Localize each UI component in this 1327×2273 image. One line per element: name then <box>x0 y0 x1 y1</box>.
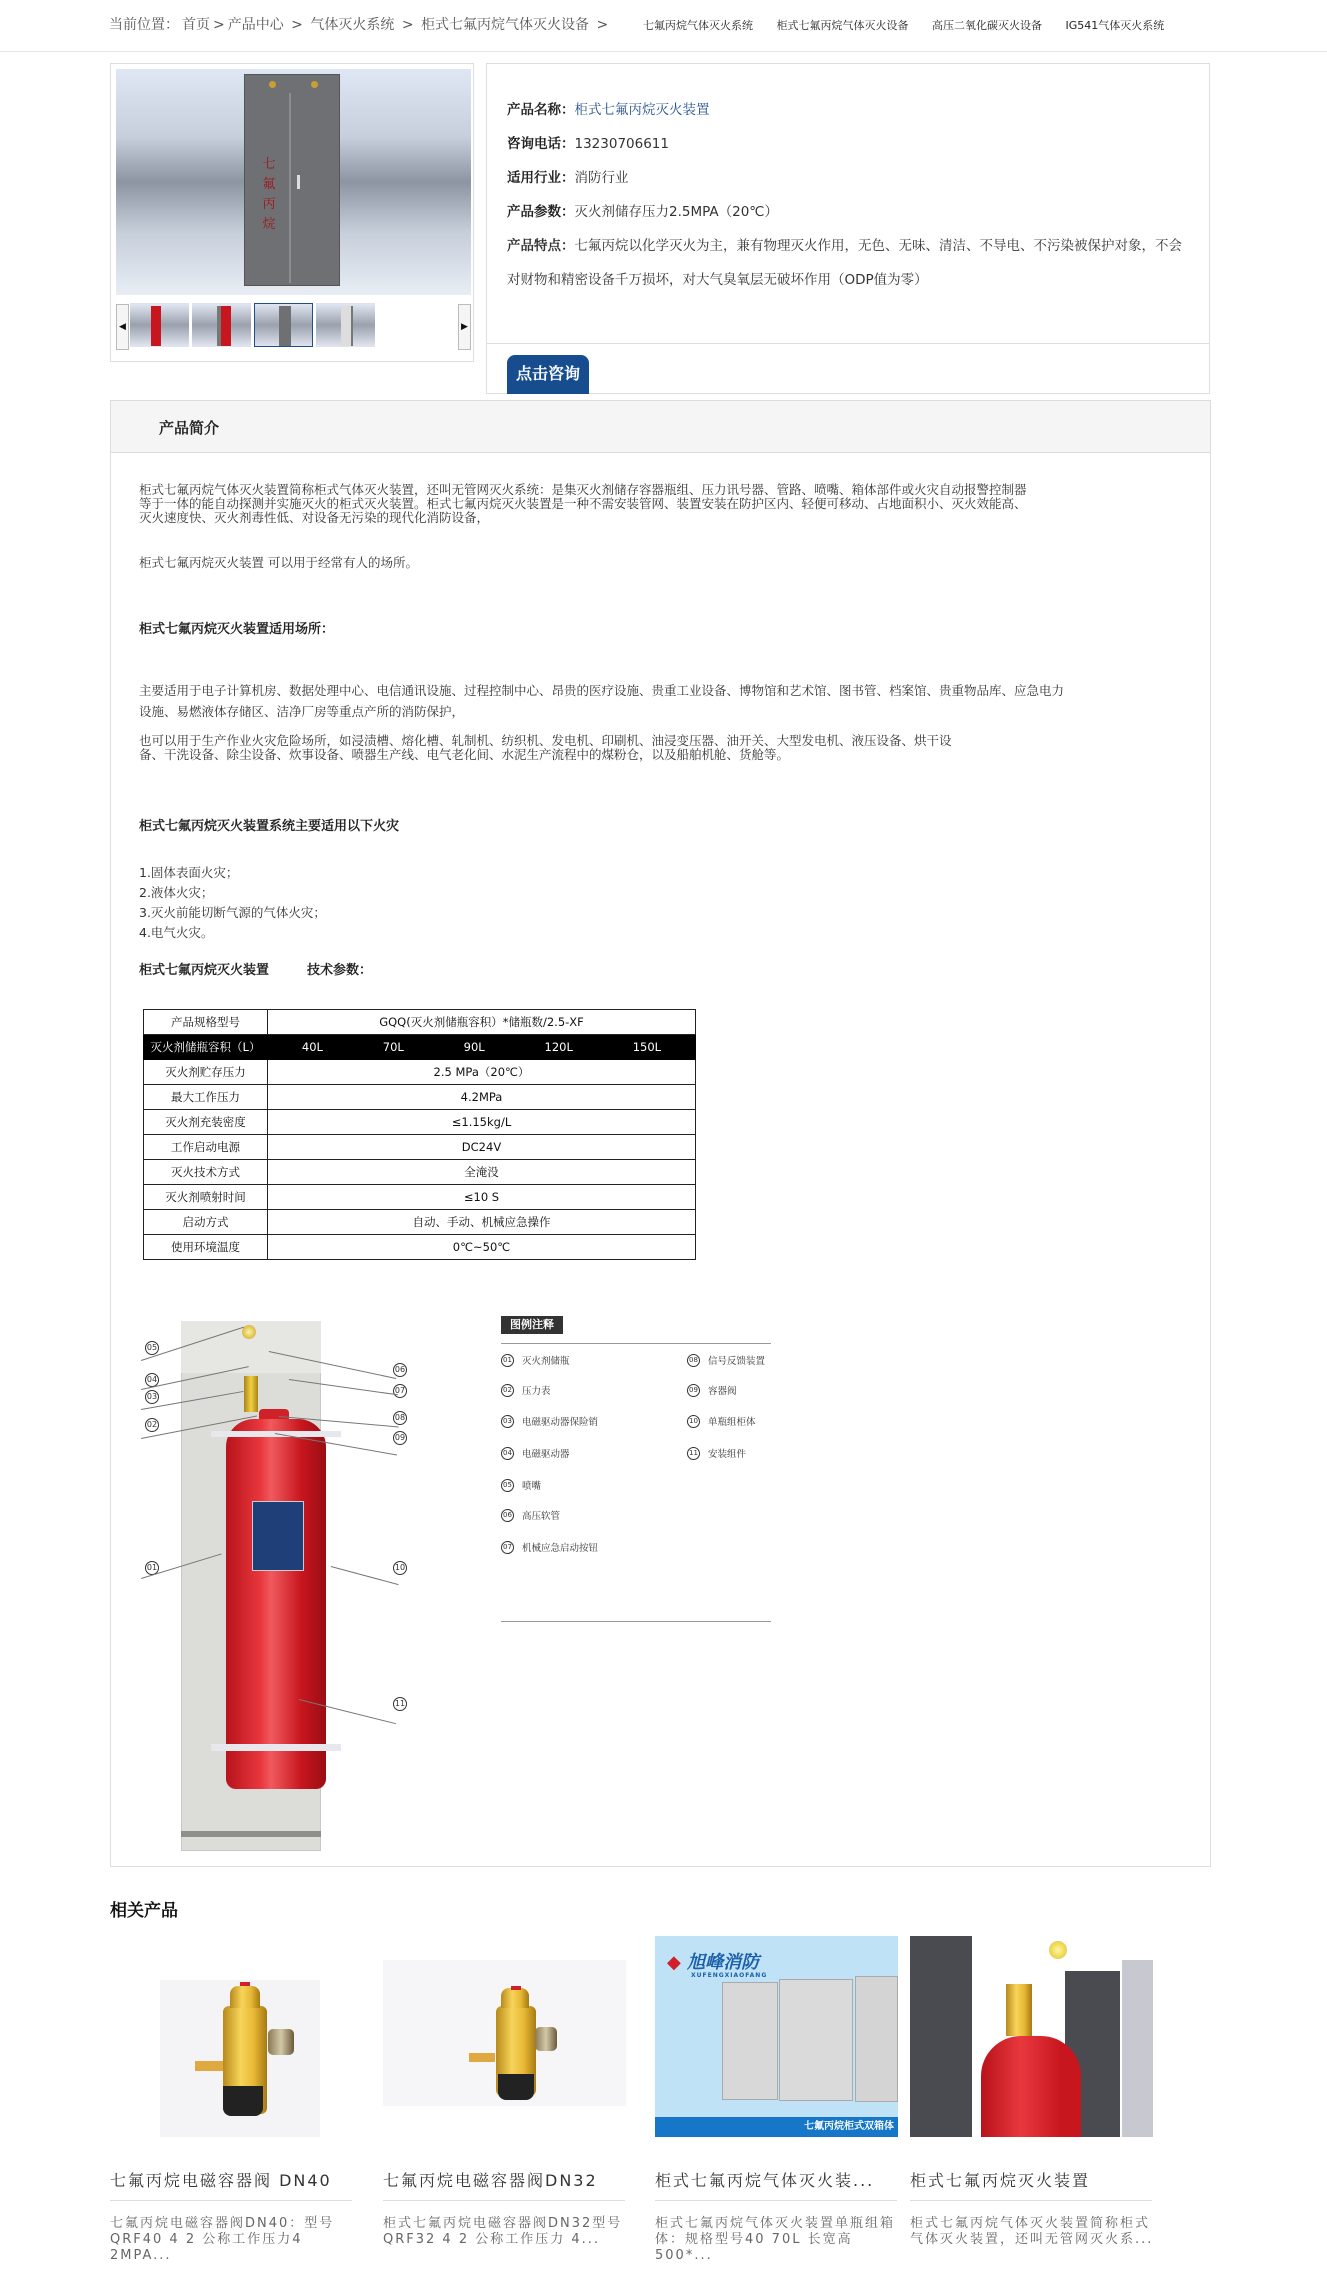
leader-line <box>331 1566 399 1585</box>
tech-heading <box>139 959 372 978</box>
volume-option: 150L <box>632 1040 662 1054</box>
industry-value: 消防行业 <box>574 170 629 186</box>
places-line: 主要适用于电子计算机房、数据处理中心、电信通讯设施、过程控制中心、昂贵的医疗设施、贵重工业设备、博物馆和艺术馆、图书管、档案馆、贵重物品库、应急电力 <box>139 683 1065 698</box>
legend-label: 单瓶组柜体 <box>708 1417 756 1428</box>
prev-arrow-icon[interactable]: ◀ <box>116 304 129 350</box>
related-desc: 柜式七氟丙烷气体灭火装置简称柜式气体灭火装置，还叫无管网灭火系... <box>910 2216 1154 2247</box>
spec-row <box>144 1085 696 1110</box>
label-char: 烷 <box>262 217 276 232</box>
legend-label: 压力表 <box>522 1386 551 1397</box>
legend-item <box>687 1414 756 1428</box>
callout-08: 08 <box>393 1411 407 1425</box>
callout-11: 11 <box>393 1697 407 1711</box>
spec-row <box>144 1210 696 1235</box>
volume-option: 120L <box>544 1040 573 1054</box>
params-value: 灭火剂储存压力2.5MPA（20℃） <box>574 204 778 220</box>
breadcrumb <box>109 14 611 34</box>
brand-logo: ◆ 旭峰消防 <box>667 1952 760 1973</box>
legend-item <box>687 1446 746 1460</box>
banner-text: 七氟丙烷柜式双箱体 <box>655 2117 898 2137</box>
features-value: 七氟丙烷以化学灭火为主，兼有物理灭火作用，无色、无味、清洁、不导电、不污染被保护对象，不会对财物和精密设备千万损坏，对大气臭氧层无破坏作用（ODP值为零） <box>507 238 1182 288</box>
places-paragraph <box>139 680 1179 722</box>
spec-value: 2.5 MPa（20℃） <box>268 1060 696 1085</box>
intro-line: 灭火速度快、灭火剂毒性低、对设备无污染的现代化消防设备， <box>139 510 490 525</box>
spec-key: 工作启动电源 <box>144 1135 268 1160</box>
volume-option: 90L <box>463 1040 485 1054</box>
legend-number: 04 <box>501 1447 514 1460</box>
spec-key: 使用环境温度 <box>144 1235 268 1260</box>
divider <box>910 2200 1152 2201</box>
related-title[interactable]: 柜式七氟丙烷灭火装置 <box>910 2171 1091 2190</box>
legend-number: 09 <box>687 1384 700 1397</box>
product-description-panel <box>110 400 1211 1867</box>
thumbnail-4[interactable] <box>316 303 375 347</box>
usage-note: 柜式七氟丙烷灭火装置 可以用于经常有人的场所。 <box>139 555 418 570</box>
thumbnail-strip <box>116 302 471 350</box>
legend-item <box>501 1446 570 1460</box>
related-products-title: 相关产品 <box>110 1901 178 1921</box>
callout-03: 03 <box>145 1390 159 1404</box>
legend-item <box>501 1353 570 1367</box>
valve-icon <box>244 1376 258 1412</box>
phone-label: 咨询电话： <box>507 136 575 152</box>
product-name-value[interactable]: 柜式七氟丙烷灭火装置 <box>574 102 710 118</box>
legend-label: 电磁驱动器 <box>522 1449 570 1460</box>
valve-dn40-image[interactable] <box>110 1936 369 2137</box>
cylinder-band <box>211 1744 341 1751</box>
related-title[interactable]: 七氟丙烷电磁容器阀 DN40 <box>110 2171 332 2190</box>
legend-number: 01 <box>501 1354 514 1367</box>
double-cabinet-image[interactable] <box>655 1936 898 2137</box>
spec-row <box>144 1110 696 1135</box>
legend-label: 喷嘴 <box>522 1481 542 1492</box>
spec-value <box>268 1035 696 1060</box>
spec-value: 0℃~50℃ <box>268 1235 696 1260</box>
phone-row <box>507 132 669 152</box>
legend-number: 10 <box>687 1415 700 1428</box>
category-nav <box>643 17 1184 33</box>
legend-number: 11 <box>687 1447 700 1460</box>
label-char: 氟 <box>262 177 276 192</box>
spec-row <box>144 1060 696 1085</box>
spec-key: 灭火技术方式 <box>144 1160 268 1185</box>
section-header <box>111 401 1210 453</box>
places-line: 设施、易燃液体存储区、洁净厂房等重点产所的消防保护， <box>139 704 465 719</box>
fires-list-item: 4.电气火灾。 <box>139 925 214 940</box>
section-title: 产品简介 <box>159 419 220 437</box>
spec-key: 启动方式 <box>144 1210 268 1235</box>
main-product-image[interactable] <box>116 69 471 295</box>
divider <box>383 2200 625 2201</box>
legend-item <box>687 1353 765 1367</box>
breadcrumb-sep: > <box>397 17 419 33</box>
nav-hfc227-system[interactable]: 七氟丙烷气体灭火系统 <box>643 19 753 32</box>
nav-ig541-system[interactable]: IG541气体灭火系统 <box>1065 19 1165 32</box>
also-line: 备、干洗设备、除尘设备、炊事设备、喷器生产线、电气老化间、水泥生产流程中的煤粉仓，以及船舶机舱、货舱等。 <box>139 747 790 762</box>
spec-key: 灭火剂喷射时间 <box>144 1185 268 1210</box>
tech-title-suffix: 技术参数： <box>307 963 373 978</box>
breadcrumb-sep: > <box>213 17 225 33</box>
valve-dn32-image[interactable] <box>383 1936 642 2137</box>
intro-line: 等于一体的能自动探测并实施灭火的柜式灭火装置。柜式七氟丙烷灭火装置是一种不需安装管网、装置安装在防护区内、轻便可移动、占地面积小、灭火效能高、 <box>139 496 1027 511</box>
legend-number: 07 <box>501 1541 514 1554</box>
cabinet-floor <box>181 1831 321 1837</box>
nozzle-icon <box>311 81 318 88</box>
callout-06: 06 <box>393 1363 407 1377</box>
legend-label: 信号反馈装置 <box>708 1356 766 1367</box>
breadcrumb-gas-systems[interactable]: 气体灭火系统 <box>310 17 395 33</box>
product-gallery <box>110 63 474 362</box>
divider <box>655 2200 897 2201</box>
brand-name-en: XUFENGXIAOFANG <box>691 1972 768 1979</box>
legend-label: 容器阀 <box>708 1386 737 1397</box>
places-heading: 柜式七氟丙烷灭火装置适用场所： <box>139 622 335 637</box>
features-label: 产品特点： <box>507 238 575 254</box>
callout-10: 10 <box>393 1561 407 1575</box>
params-row <box>507 200 778 220</box>
legend-item <box>501 1383 551 1397</box>
legend-title: 图例注释 <box>501 1316 563 1334</box>
device-diagram <box>139 1311 406 1851</box>
label-char: 丙 <box>262 197 276 212</box>
legend-item <box>501 1508 560 1522</box>
spec-row <box>144 1135 696 1160</box>
related-desc: 七氟丙烷电磁容器阀DN40：型号QRF40 4 2 公称工作压力4 2MPA... <box>110 2216 335 2263</box>
callout-07: 07 <box>393 1384 407 1398</box>
intro-line: 柜式七氟丙烷气体灭火装置简称柜式气体灭火装置，还叫无管网灭火系统：是集灭火剂储存容器瓶组、压力讯号器、管路、喷嘴、箱体部件或火灾自动报警控制器 <box>139 482 1027 497</box>
product-name-label: 产品名称： <box>507 102 575 118</box>
spec-row <box>144 1010 696 1035</box>
spec-key: 产品规格型号 <box>144 1010 268 1035</box>
spec-key: 灭火剂充装密度 <box>144 1110 268 1135</box>
industry-row <box>507 166 629 186</box>
legend-number: 05 <box>501 1479 514 1492</box>
callout-04: 04 <box>145 1373 159 1387</box>
industry-label: 适用行业： <box>507 170 575 186</box>
breadcrumb-sep: > <box>592 17 609 33</box>
fires-list-item: 1.固体表面火灾； <box>139 865 239 880</box>
legend-divider <box>501 1621 771 1622</box>
legend-divider <box>501 1343 771 1344</box>
legend-item <box>501 1478 541 1492</box>
cylinder-icon <box>226 1419 326 1789</box>
divider <box>110 2200 352 2201</box>
phone-value: 13230706611 <box>574 136 669 152</box>
breadcrumb-products[interactable]: 产品中心 <box>227 17 284 33</box>
brand-name: 旭峰消防 <box>687 1952 760 1973</box>
legend-label: 灭火剂储瓶 <box>522 1356 570 1367</box>
next-arrow-icon[interactable]: ▶ <box>458 304 471 350</box>
legend-item <box>687 1383 737 1397</box>
breadcrumb-sep: > <box>286 17 308 33</box>
legend-number: 08 <box>687 1354 700 1367</box>
label-char: 七 <box>262 157 276 172</box>
product-info-panel <box>486 63 1210 394</box>
spec-key: 最大工作压力 <box>144 1085 268 1110</box>
door-handle <box>297 175 300 189</box>
breadcrumb-cabinet-devices[interactable]: 柜式七氟丙烷气体灭火设备 <box>421 17 590 33</box>
related-desc: 柜式七氟丙烷气体灭火装置单瓶组箱体：规格型号40 70L 长宽高500*... <box>655 2216 896 2263</box>
divider <box>487 343 1209 344</box>
features-row <box>507 229 1192 297</box>
fires-heading: 柜式七氟丙烷灭火装置系统主要适用以下火灾 <box>139 819 400 834</box>
breadcrumb-prefix: 当前位置： <box>109 17 179 33</box>
nav-co2-high-pressure[interactable]: 高压二氧化碳灭火设备 <box>932 19 1042 32</box>
intro-paragraph <box>139 483 1179 525</box>
spec-row <box>144 1035 696 1060</box>
cabinet-label <box>261 155 277 235</box>
diagram-legend <box>501 1316 771 1656</box>
callout-01: 01 <box>145 1561 159 1575</box>
spec-row <box>144 1235 696 1260</box>
spec-value: GQQ(灭火剂储瓶容积）*储瓶数/2.5-XF <box>268 1010 696 1035</box>
callout-02: 02 <box>145 1418 159 1432</box>
fires-list-item: 2.液体火灾； <box>139 885 214 900</box>
related-title[interactable]: 柜式七氟丙烷气体灭火装... <box>655 2171 875 2190</box>
thumbnail-2[interactable] <box>192 303 251 347</box>
legend-number: 06 <box>501 1509 514 1522</box>
spec-key: 灭火剂储瓶容积（L） <box>144 1035 268 1060</box>
cylinder-label <box>252 1501 304 1571</box>
callout-05: 05 <box>145 1341 159 1355</box>
nav-cabinet-hfc227[interactable]: 柜式七氟丙烷气体灭火设备 <box>776 19 909 32</box>
also-paragraph <box>139 734 1179 762</box>
tech-title: 柜式七氟丙烷灭火装置 <box>139 963 270 978</box>
cabinet-interior-image[interactable] <box>910 1936 1153 2137</box>
legend-label: 高压软管 <box>522 1511 561 1522</box>
cabinet-illustration <box>244 74 340 286</box>
spec-row <box>144 1185 696 1210</box>
legend-label: 机械应急启动按钮 <box>522 1543 599 1554</box>
fires-list-item: 3.灭火前能切断气源的气体火灾； <box>139 905 326 920</box>
spec-table <box>143 1009 696 1260</box>
spec-row <box>144 1160 696 1185</box>
volume-option: 40L <box>301 1040 323 1054</box>
spec-value: ≤1.15kg/L <box>268 1110 696 1135</box>
legend-number: 03 <box>501 1415 514 1428</box>
also-line: 也可以用于生产作业火灾危险场所，如浸渍槽、熔化槽、轧制机、纺织机、发电机、印刷机、油浸变压器、油开关、大型发电机、液压设备、烘干设 <box>139 733 952 748</box>
params-label: 产品参数： <box>507 204 575 220</box>
legend-number: 02 <box>501 1384 514 1397</box>
legend-item <box>501 1540 598 1554</box>
spec-value: ≤10 S <box>268 1185 696 1210</box>
spec-value: 全淹没 <box>268 1160 696 1185</box>
nozzle-icon <box>269 81 276 88</box>
fires-list <box>139 863 326 943</box>
related-desc: 柜式七氟丙烷电磁容器阀DN32型号QRF32 4 2 公称工作压力 4... <box>383 2216 623 2247</box>
breadcrumb-home[interactable]: 首页 <box>182 17 210 33</box>
product-name-row <box>507 98 710 118</box>
legend-label: 安装组件 <box>708 1449 747 1460</box>
related-title[interactable]: 七氟丙烷电磁容器阀DN32 <box>383 2171 598 2190</box>
spec-value: 自动、手动、机械应急操作 <box>268 1210 696 1235</box>
legend-label: 电磁驱动器保险销 <box>522 1417 599 1428</box>
spec-value: 4.2MPa <box>268 1085 696 1110</box>
consult-button[interactable]: 点击咨询 <box>507 355 589 394</box>
spec-key: 灭火剂贮存压力 <box>144 1060 268 1085</box>
thumbnail-3[interactable] <box>254 303 313 347</box>
callout-09: 09 <box>393 1431 407 1445</box>
legend-item <box>501 1414 598 1428</box>
volume-option: 70L <box>382 1040 404 1054</box>
thumbnail-1[interactable] <box>130 303 189 347</box>
spec-value: DC24V <box>268 1135 696 1160</box>
